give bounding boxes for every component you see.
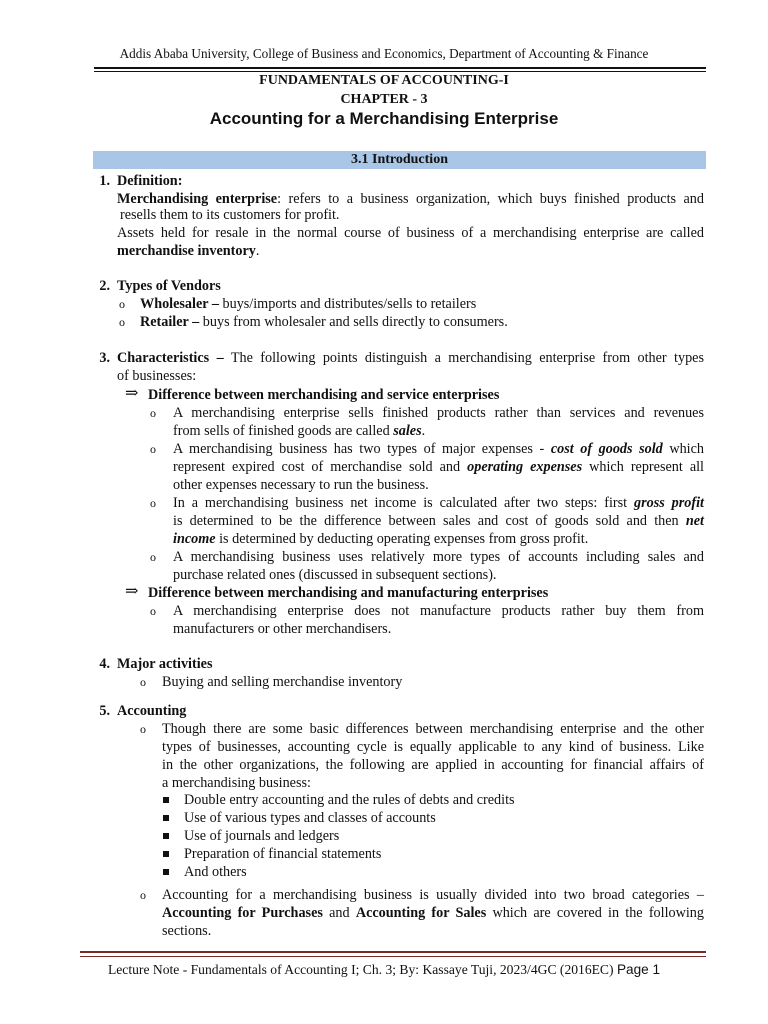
list-item: Use of journals and ledgers <box>184 828 340 844</box>
paragraph-line: sections. <box>162 923 212 939</box>
paragraph-line <box>173 440 704 458</box>
square-bullet <box>163 869 169 875</box>
definition-line: resells them to its customers for profit. <box>120 207 340 223</box>
footer-rule-thin <box>80 956 706 957</box>
text-span: In a merchandising business net income is calculated after two steps: first <box>173 495 635 511</box>
list-item: Buying and selling merchandise inventory <box>162 674 403 690</box>
list-item <box>140 295 476 313</box>
definition-term: Merchandising enterprise <box>117 191 278 207</box>
term-sales: sales <box>393 423 422 439</box>
circle-bullet: o <box>150 550 156 564</box>
text-span: is determined to be the difference between sales and cost of goods sold and then <box>173 513 686 529</box>
item-heading: Types of Vendors <box>117 278 221 294</box>
vendor-name: Wholesaler – <box>140 296 219 312</box>
paragraph-line <box>173 422 425 440</box>
item-number: 3. <box>99 350 110 366</box>
term-opex: operating expenses <box>467 459 583 475</box>
chapter-label: CHAPTER - 3 <box>340 92 428 107</box>
section-heading: 3.1 Introduction <box>93 151 706 169</box>
paragraph-line: Though there are some basic differences between merchandising enterprise and the other <box>162 721 704 737</box>
circle-bullet: o <box>140 675 146 689</box>
intro-text: The following points distinguish a merchandising enterprise from other types <box>223 350 705 366</box>
subheading: Difference between merchandising and manufacturing enterprises <box>148 585 549 601</box>
assets-end: . <box>255 243 260 259</box>
square-bullet <box>163 797 169 803</box>
term-purchases: Accounting for Purchases <box>162 905 323 921</box>
item-heading: Definition: <box>117 173 183 189</box>
term-sales-accounting: Accounting for Sales <box>355 905 487 921</box>
term-net: net <box>685 513 704 529</box>
square-bullet <box>163 851 169 857</box>
circle-bullet: o <box>150 496 156 510</box>
text-span: is determined by deducting operating expenses from gross profit. <box>215 531 589 547</box>
square-bullet <box>163 833 169 839</box>
text-span: represent expired cost of merchandise sold and <box>173 459 468 475</box>
circle-bullet: o <box>119 315 125 329</box>
paragraph-line <box>173 530 588 548</box>
definition-text: : refers to a business organization, which buys finished products and <box>277 191 704 207</box>
item-heading: Accounting <box>117 703 187 719</box>
circle-bullet: o <box>150 406 156 420</box>
item-heading: Major activities <box>117 656 213 672</box>
assets-line: Assets held for resale in the normal course of business of a merchandising enterprise are called <box>117 225 704 241</box>
item-number: 5. <box>99 703 110 719</box>
arrow-icon: ⇒ <box>125 583 139 600</box>
footer <box>0 961 768 979</box>
paragraph-line: purchase related ones (discussed in subsequent sections). <box>173 567 497 583</box>
text-span: from sells of finished goods are called <box>173 423 394 439</box>
text-span: . <box>421 423 426 439</box>
paragraph-line: types of businesses, accounting cycle is equally applicable to any kind of business. Like <box>162 739 704 755</box>
arrow-icon: ⇒ <box>125 385 139 402</box>
item-number: 1. <box>99 173 110 189</box>
circle-bullet: o <box>150 442 156 456</box>
assets-term: merchandise inventory <box>117 243 256 259</box>
vendor-name: Retailer – <box>140 314 200 330</box>
term-income: income <box>173 531 216 547</box>
course-title: FUNDAMENTALS OF ACCOUNTING-I <box>259 73 509 88</box>
paragraph-line: manufacturers or other merchandisers. <box>173 621 392 637</box>
subheading: Difference between merchandising and service enterprises <box>148 387 500 403</box>
characteristics-intro: of businesses: <box>117 368 197 384</box>
circle-bullet: o <box>150 604 156 618</box>
paragraph-line: A merchandising business uses relatively more types of accounts including sales and <box>173 549 704 565</box>
text-span: which <box>662 441 705 457</box>
text-span: A merchandising business has two types of major expenses - <box>173 441 551 457</box>
list-item: Double entry accounting and the rules of debts and credits <box>184 792 515 808</box>
vendor-desc: buys/imports and distributes/sells to retailers <box>218 296 477 312</box>
list-item: Use of various types and classes of accounts <box>184 810 436 826</box>
paragraph-line: A merchandising enterprise sells finished products rather than services and revenues <box>173 405 704 421</box>
header-rule-thick <box>94 67 706 69</box>
paragraph-line: A merchandising enterprise does not manufacture products rather buy them from <box>173 603 704 619</box>
characteristics-intro <box>117 349 704 367</box>
vendor-desc: buys from wholesaler and sells directly to consumers. <box>199 314 508 330</box>
item-number: 2. <box>99 278 110 294</box>
paragraph-line <box>173 494 704 512</box>
paragraph-line: Accounting for a merchandising business is usually divided into two broad categories – <box>162 887 704 903</box>
institution-header: Addis Ababa University, College of Business and Economics, Department of Accounting & Finance <box>119 46 649 61</box>
list-item: Preparation of financial statements <box>184 846 382 862</box>
term-cogs: cost of goods sold <box>550 441 663 457</box>
square-bullet <box>163 815 169 821</box>
text-span: which are covered in the following <box>486 905 704 921</box>
circle-bullet: o <box>140 888 146 902</box>
item-heading: Characteristics – <box>117 350 224 366</box>
paragraph-line <box>173 458 704 476</box>
paragraph-line <box>173 512 704 530</box>
text-span: and <box>322 905 356 921</box>
paragraph-line <box>162 904 704 922</box>
paragraph-line: other expenses necessary to run the business. <box>173 477 429 493</box>
term-gross-profit: gross profit <box>634 495 704 511</box>
page-number: Page 1 <box>616 962 661 977</box>
item-number: 4. <box>99 656 110 672</box>
footer-rule-thick <box>80 951 706 953</box>
circle-bullet: o <box>119 297 125 311</box>
text-span: which represent all <box>582 459 705 475</box>
page-title: Accounting for a Merchandising Enterprise <box>209 109 559 128</box>
circle-bullet: o <box>140 722 146 736</box>
list-item <box>140 313 508 331</box>
paragraph-line: a merchandising business: <box>162 775 311 791</box>
footer-text: Lecture Note - Fundamentals of Accounting I; Ch. 3; By: Kassaye Tuji, 2023/4GC (2016EC) <box>107 962 617 977</box>
list-item: And others <box>184 864 247 880</box>
assets-line <box>117 242 259 260</box>
paragraph-line: in the other organizations, the following are applied in accounting for financial affairs of <box>162 757 704 773</box>
